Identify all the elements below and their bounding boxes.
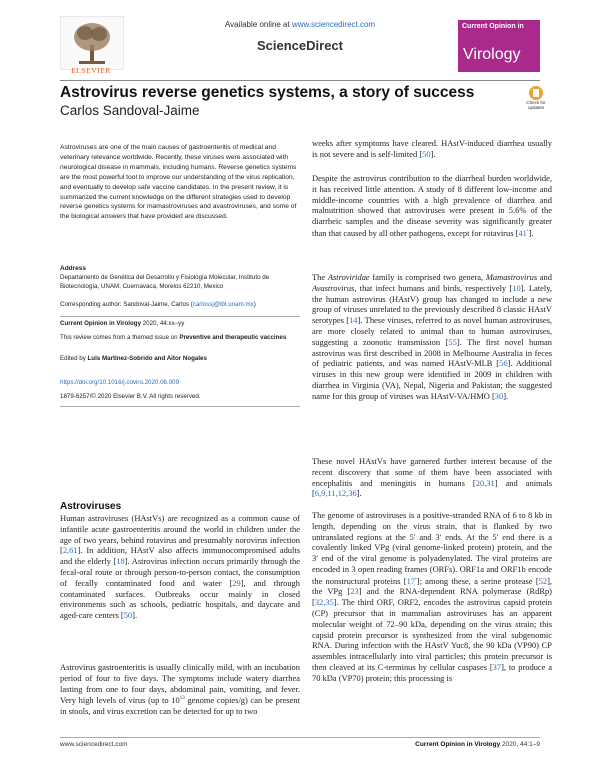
journal-name: Current Opinion in Virology xyxy=(60,320,142,327)
footer-pages: 2020, 44:1–9 xyxy=(500,741,540,748)
available-prefix: Available online at xyxy=(224,20,290,29)
body-paragraph-4: Despite the astrovirus contribution to the diarrheal burden worldwide, it has received little attention. A study of 8 different low-income and middle-income countries with a high prevalence of diarrhea and malnutrition showed that astroviruses were present in 5.6% of the diarrheic samples and the disease severity was significantly greater than that caused by all other pathogens, except for rotavirus [41•]. xyxy=(312,173,552,238)
abstract: Astroviruses are one of the main causes of gastroenteritis of medical and veterinary relevance worldwide. Recently, these viruses were associated with neurological disease in mammals, including humans. Reverse genetics systems are the most powerful tool to improve our understanding of the virus replication, and eventually to develop safe vaccine candidates. In the present review, it is summarized the current knowledge on the different strategies used to develop reverse genetics systems for mamastroviruses and avastroviruses, and some of the biological answers that have provided are discussed. xyxy=(60,144,297,221)
footer-journal: Current Opinion in Virology xyxy=(415,741,501,748)
corresponding-author xyxy=(60,301,300,308)
address-text: Departamento de Genética del Desarrollo y Fisiología Molecular, Instituto de Biotecnología, UNAM, Cuernavaca, Morelos 62210, Mexico xyxy=(60,274,270,290)
check-for-updates-button[interactable] xyxy=(525,86,547,110)
corr-suffix: ) xyxy=(253,301,256,308)
info-box-top-rule xyxy=(60,316,300,317)
copyright: 1879-6257/© 2020 Elsevier B.V. All rights reserved. xyxy=(60,393,201,400)
edited-by xyxy=(60,355,207,362)
section-heading: Astroviruses xyxy=(60,501,122,512)
citation-info: 2020, 44:xx–yy xyxy=(141,320,185,327)
edited-prefix: Edited by xyxy=(60,355,88,362)
address-label: Address xyxy=(60,265,87,272)
publisher-logo-text: ELSEVIER xyxy=(71,66,111,75)
journal-badge-line2: Virology xyxy=(463,46,521,63)
sciencedirect-link[interactable]: www.sciencedirect.com xyxy=(291,20,376,29)
journal-badge xyxy=(458,20,540,72)
editor-names: Luis Martinez-Sobrido and Aitor Nogales xyxy=(87,355,207,362)
theme-name: Preventive and therapeutic vaccines xyxy=(179,334,287,341)
footer-divider xyxy=(60,737,540,738)
theme-prefix: This review comes from a themed issue on xyxy=(60,334,180,341)
article-title: Astrovirus reverse genetics systems, a story of success xyxy=(60,84,475,101)
body-paragraph-2: Astrovirus gastroenteritis is usually clinically mild, with an incubation period of four to five days. The symptoms include watery diarrhea lasting from one to four days, abdominal pain, vomiting, and fever. Very high levels of virus (up to $10^{13}$ genome copies/g) can be present in stools, and virus excretion can be detected for up to two xyxy=(60,662,300,716)
body-paragraph-6: These novel HAstVs have garnered further interest because of the recent discovery that some of them have been associated with encephalitis and meningitis in humans [20,31] and animals [6,9,11,12,36]. xyxy=(312,456,552,499)
author-email-link[interactable]: carlossj@ibt.unam.mx xyxy=(192,301,254,308)
body-paragraph-7: The genome of astroviruses is a positive-stranded RNA of 6 to 8 kb in length, depending on the virus strain, that is flanked by two untranslated regions at the 5′ and 3′ ends. At the 5′ end there is a covalently linked VPg (viral genome-linked protein) protein, and the 3′ end of the viral genome is polyadenylated. The viral proteins are encoded in 3 open reading frames (ORFs). ORF1a and ORF1b encode the nonstructural proteins [17•]; among these, a serine protease [52], the VPg [23] and the RNA-dependent RNA polymerase (RdRp) [32,35]. The third ORF, ORF2, encodes the astrovirus capsid protein (CP) precursor that in mammalian astroviruses has an apparent molecular weight of 72–90 kDa, depending on the virus strain; this capsid protein precursor is synthesized from the viral subgenomic RNA. During infection with the HAstV Yuc8, the 90 kDa (VP90) CP assembles intracellularly into viral particles; this protein precursor is then cleaved at its C-terminus by cellular caspases [37], to produce a 70 kDa (VP70) protein; this processing is xyxy=(312,510,553,683)
body-paragraph-1: Human astroviruses (HAstVs) are recognized as a common cause of infantile acute gastroenteritis around the world in children under the age of two years, behind rotavirus and presumably norovirus infection [2,61]. In addition, HAstV also affects immunocompromised adults and the elderly [18]. Astrovirus infection occurs primarily through the fecal-oral route or through person-to-person contact, the consumption of fecally contaminated food and water [29], and through contaminated surfaces. Outbreaks occur mainly in closed environments such as schools, pediatric hospitals, and daycare and aged-care centers [50]. xyxy=(60,513,300,621)
check-updates-label: Check for updates xyxy=(526,100,546,110)
footer-citation xyxy=(346,741,540,748)
journal-citation xyxy=(60,320,184,327)
check-updates-icon xyxy=(529,86,543,100)
body-paragraph-5: The Astroviridae family is comprised two genera, Mamastrovirus and Avastrovirus, that infect humans and birds, respectively [10]. Lately, the human astrovirus (HAstV) group has changed to include a new group of viruses unrelated to the previously described 8 classic HAstV serotypes [14]. These viruses, referred to as novel human astroviruses, are more closely related to animal than to human astroviruses, suggesting a zoonotic transmission [55]. The first novel human astrovirus was first described in 2008 in Melbourne Australia in feces of pediatric patients, and was named HAstV-MLB [56]. Additional viruses in this new group were identified in 2009 in children with diarrhea in Virginia (VA), Nepal, Nigeria and Pakistan; the suggested name for this group of viruses was HAstV-VA/HMO [30]. xyxy=(312,272,553,401)
elsevier-tree-logo xyxy=(60,16,124,70)
themed-issue xyxy=(60,334,300,343)
footer-website[interactable]: www.sciencedirect.com xyxy=(60,741,128,748)
journal-badge-line1: Current Opinion in xyxy=(462,23,524,30)
header-divider xyxy=(60,80,540,81)
platform-name: ScienceDirect xyxy=(257,38,343,53)
info-box-bottom-rule xyxy=(60,406,300,407)
article-author: Carlos Sandoval-Jaime xyxy=(60,103,200,118)
corr-prefix: Corresponding author: Sandoval-Jaime, Carlos ( xyxy=(60,301,193,308)
doi-link[interactable]: https://doi.org/10.1016/j.coviro.2020.06.009 xyxy=(60,379,180,386)
tree-icon xyxy=(61,17,123,67)
body-paragraph-3: weeks after symptoms have cleared. HAstV-induced diarrhea usually is not severe and is self-limited [50]. xyxy=(312,138,552,159)
